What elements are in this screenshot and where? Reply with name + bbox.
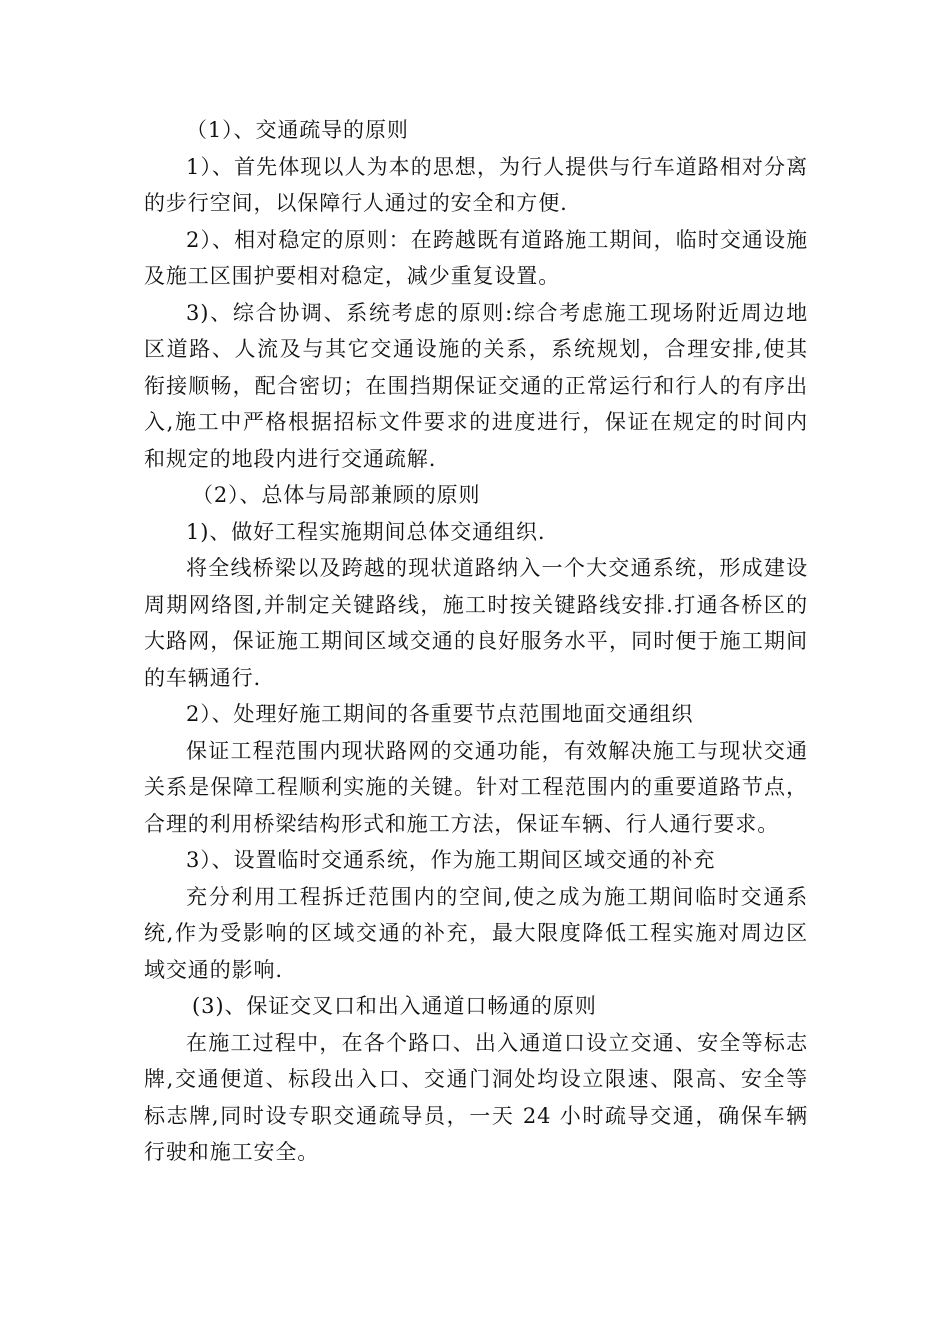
section-heading-2: （2）、总体与局部兼顾的原则	[192, 483, 481, 507]
paragraph: 3）、设置临时交通系统，作为施工期间区域交通的补充	[186, 848, 716, 872]
paragraph: 3)、综合协调、系统考虑的原则:综合考虑施工现场附近周边地区道路、人流及与其它交通设施的关系，系统规划，合理安排,使其衔接顺畅，配合密切；在围挡期保证交通的正常运行和行人的有序出入,施工中严格根据招标文件要求的进度进行，保证在规定的时间内和规定的地段内进行交通疏解.	[144, 300, 808, 471]
section-heading-3: (3)、保证交叉口和出入通道口畅通的原则	[192, 994, 597, 1018]
paragraph: 2）、处理好施工期间的各重要节点范围地面交通组织	[186, 702, 694, 726]
paragraph: 保证工程范围内现状路网的交通功能，有效解决施工与现状交通关系是保障工程顺利实施的关键。针对工程范围内的重要道路节点，合理的利用桥梁结构形式和施工方法，保证车辆、行人通行要求。	[144, 738, 808, 836]
paragraph: 2）、相对稳定的原则：在跨越既有道路施工期间，临时交通设施及施工区围护要相对稳定，减少重复设置。	[144, 227, 808, 288]
document-body	[144, 112, 808, 1171]
paragraph: 1）、首先体现以人为本的思想，为行人提供与行车道路相对分离的步行空间，以保障行人通过的安全和方便.	[144, 154, 808, 215]
paragraph: 1)、做好工程实施期间总体交通组织.	[186, 519, 546, 544]
paragraph: 充分利用工程拆迁范围内的空间,使之成为施工期间临时交通系统,作为受影响的区域交通的补充，最大限度降低工程实施对周边区域交通的影响.	[144, 884, 808, 982]
section-heading-1: （1）、交通疏导的原则	[186, 118, 409, 142]
paragraph: 将全线桥梁以及跨越的现状道路纳入一个大交通系统，形成建设周期网络图,并制定关键路线，施工时按关键路线安排.打通各桥区的大路网，保证施工期间区域交通的良好服务水平，同时便于施工期间的车辆通行.	[144, 556, 808, 690]
paragraph: 在施工过程中，在各个路口、出入通道口设立交通、安全等标志牌,交通便道、标段出入口、交通门洞处均设立限速、限高、安全等标志牌,同时设专职交通疏导员，一天 24 小时疏导交通，确保车辆行驶和施工安全。	[144, 1030, 808, 1164]
